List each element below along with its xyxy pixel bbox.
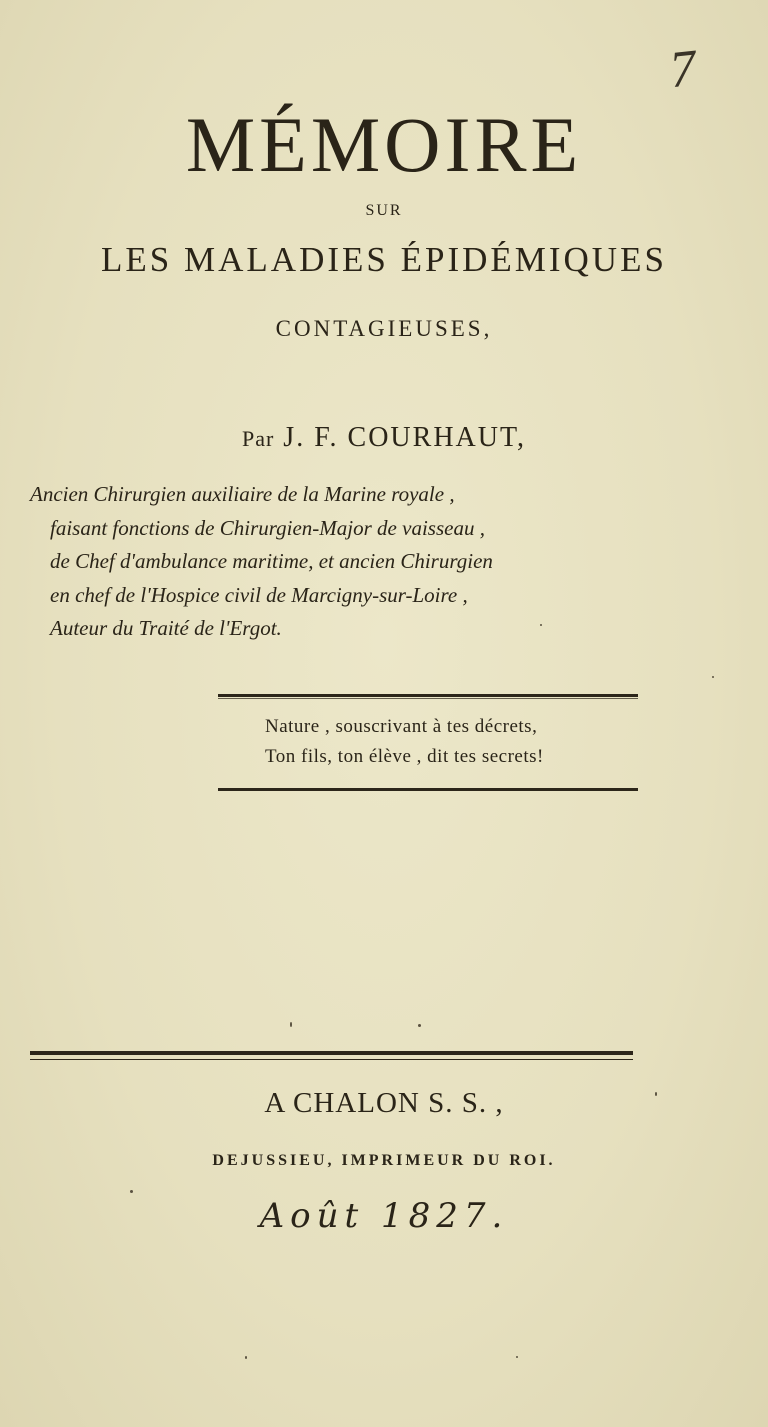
author-prefix: Par [241,426,275,451]
credential-line: Ancien Chirurgien auxiliaire de la Marine royale , [30,482,455,506]
paper-speck [516,1356,518,1358]
imprint-printer: DEJUSSIEU, IMPRIMEUR DU ROI. [212,1152,556,1169]
credential-line: Auteur du Traité de l'Ergot. [50,616,282,640]
paper-speck [540,624,542,626]
subject-line-1: LES MALADIES ÉPIDÉMIQUES [101,240,667,279]
imprint-separator-thick [30,1051,633,1055]
page-number: 7 [667,39,699,100]
paper-speck [245,1356,247,1359]
author-name: J. F. COURHAUT, [283,422,527,453]
author-line [0,422,768,454]
paper-speck [712,676,714,678]
title-connector: SUR [365,202,403,219]
credential-line: faisant fonctions de Chirurgien-Major de vaisseau , [50,515,485,540]
epigraph-top-rule [218,694,638,697]
paper-speck [418,1024,421,1027]
subject-line-2: CONTAGIEUSES, [275,316,493,341]
imprint-place: A CHALON S. S. , [264,1087,504,1119]
paper-speck [130,1190,133,1193]
credential-line: en chef de l'Hospice civil de Marcigny-sur-Loire , [50,582,468,607]
imprint-separator-thin [30,1059,633,1060]
epigraph-top-rule-thin [218,698,638,699]
credential-line: de Chef d'ambulance maritime, et ancien Chirurgien [50,549,493,573]
paper-speck [655,1092,657,1096]
author-credentials [26,478,746,646]
paper-speck [290,1022,292,1027]
epigraph-line-1: Nature , souscrivant à tes décrets, [265,716,538,737]
epigraph-line-2: Ton fils, ton élève , dit tes secrets! [265,746,544,767]
imprint-date: Août 1827. [259,1196,509,1236]
epigraph-bottom-rule [218,788,638,791]
document-title: MÉMOIRE [185,101,583,188]
epigraph [265,712,645,772]
